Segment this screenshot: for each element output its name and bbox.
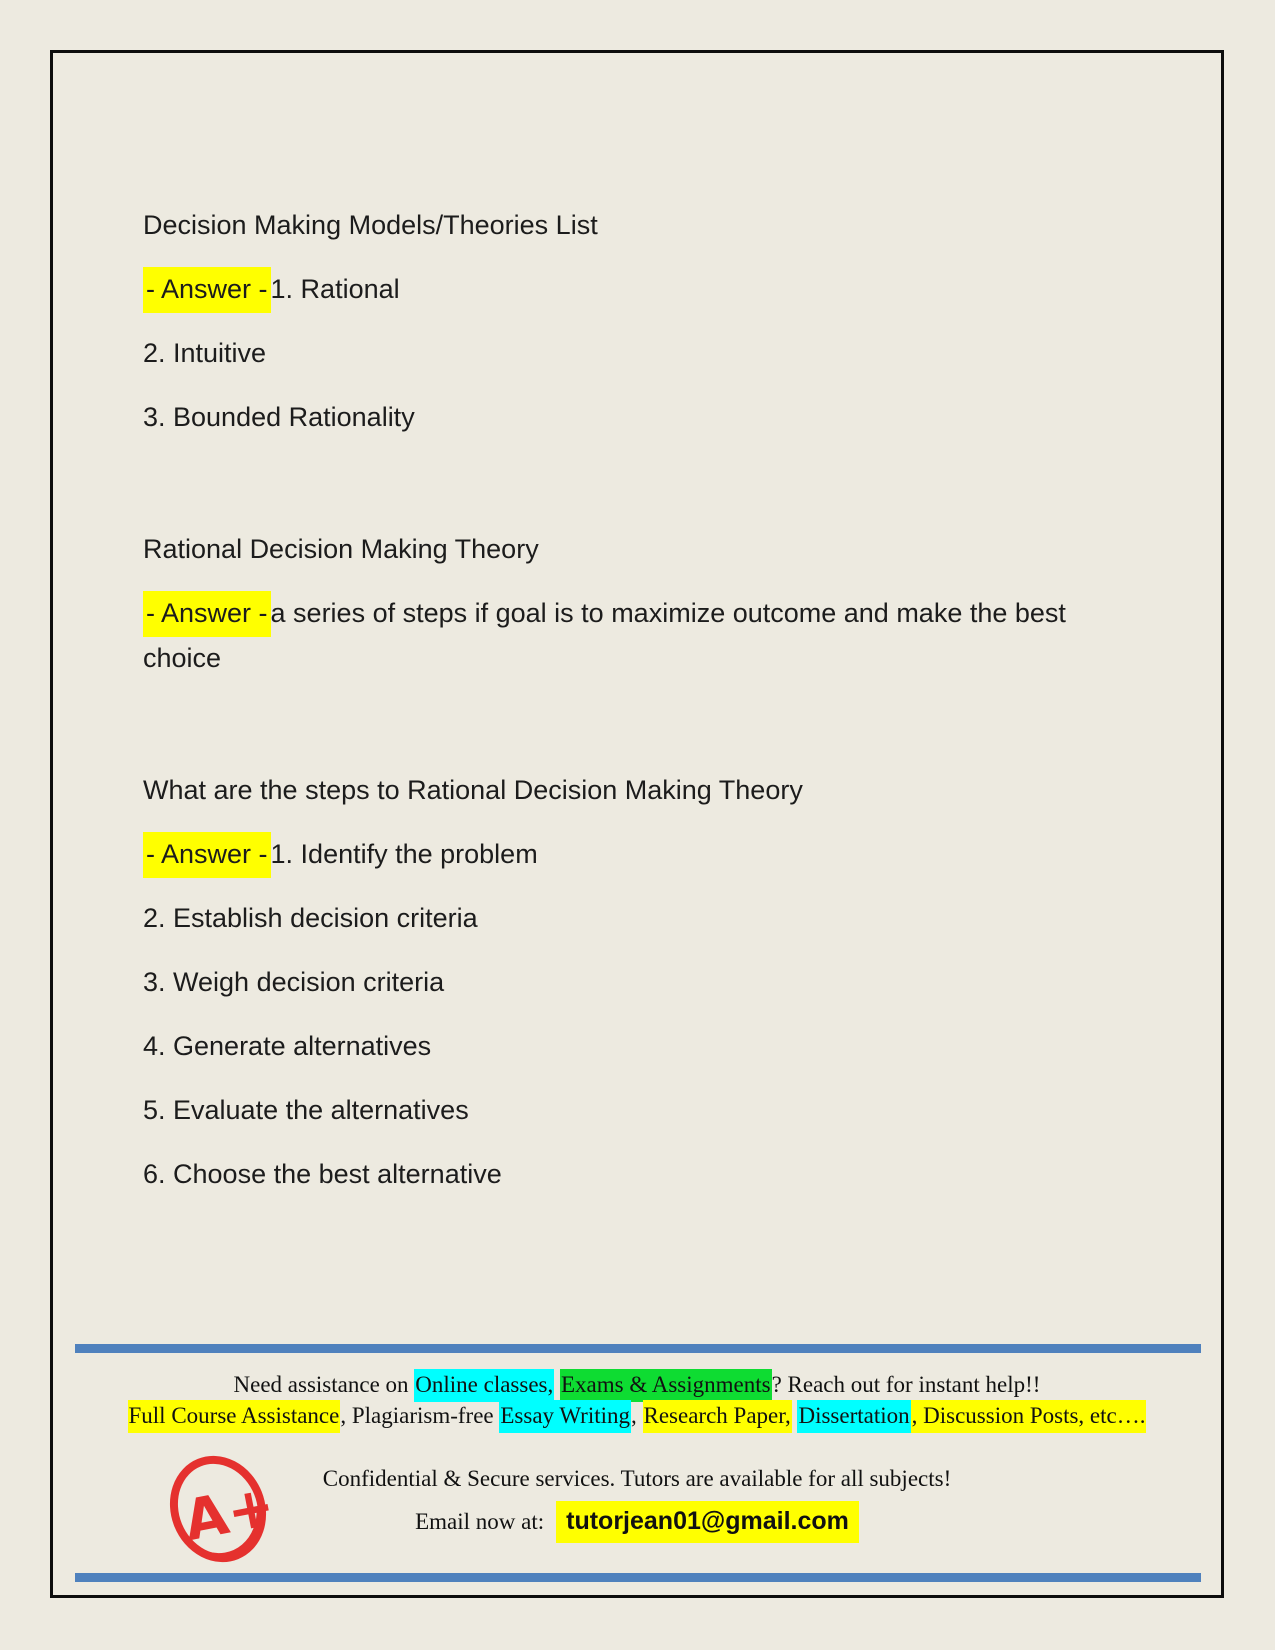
qa-content xyxy=(143,203,1103,1216)
email-address: tutorjean01@gmail.com xyxy=(556,1501,859,1543)
ad-segment: , Plagiarism-free xyxy=(340,1403,500,1428)
question-text: What are the steps to Rational Decision Making Theory xyxy=(143,775,803,805)
ad-segment: , xyxy=(631,1403,643,1428)
section-gap xyxy=(143,459,1103,527)
footer-ad-line2 xyxy=(53,1401,1221,1431)
ad-segment-highlighted: Online classes, xyxy=(414,1369,554,1402)
document-frame xyxy=(50,50,1224,1598)
answer-text: 1. Rational xyxy=(270,274,400,304)
list-item: 3. Bounded Rationality xyxy=(143,402,415,432)
blue-divider-top xyxy=(75,1344,1201,1353)
answer-line xyxy=(143,591,1103,681)
ad-segment-highlighted: Full Course Assistance xyxy=(128,1400,341,1433)
footer-ad-line1 xyxy=(53,1370,1221,1400)
list-item: 5. Evaluate the alternatives xyxy=(143,1095,469,1125)
blue-divider-bottom xyxy=(75,1573,1201,1582)
list-item: 6. Choose the best alternative xyxy=(143,1159,502,1189)
footer-ad xyxy=(53,1344,1221,1595)
answer-label: - Answer - xyxy=(143,591,271,637)
ad-segment: ? Reach out for instant help!! xyxy=(771,1372,1041,1397)
logo-text: A+ xyxy=(178,1473,280,1555)
footer-email-line xyxy=(53,1504,1221,1539)
question-text: Rational Decision Making Theory xyxy=(143,534,539,564)
ad-segment-highlighted: Essay Writing xyxy=(499,1400,631,1433)
question-text: Decision Making Models/Theories List xyxy=(143,210,598,240)
answer-line xyxy=(143,832,1103,877)
email-label: Email now at: xyxy=(415,1509,545,1534)
answer-line xyxy=(143,267,1103,312)
list-item: 4. Generate alternatives xyxy=(143,1031,432,1061)
list-item: 2. Intuitive xyxy=(143,338,267,368)
ad-segment-highlighted: Exams & Assignments xyxy=(560,1369,772,1402)
ad-segment-highlighted: Research Paper, xyxy=(643,1400,792,1433)
ad-segment: Need assistance on xyxy=(233,1372,415,1397)
answer-text: 1. Identify the problem xyxy=(270,839,538,869)
ad-segment-highlighted: , Discussion Posts, etc…. xyxy=(911,1400,1147,1433)
answer-label: - Answer - xyxy=(143,267,271,313)
footer-secure-line: Confidential & Secure services. Tutors are available for all subjects! xyxy=(322,1466,952,1491)
answer-text: a series of steps if goal is to maximize outcome and make the best choice xyxy=(143,598,1066,673)
section-gap xyxy=(143,700,1103,768)
answer-label: - Answer - xyxy=(143,832,271,878)
list-item: 2. Establish decision criteria xyxy=(143,903,478,933)
list-item: 3. Weigh decision criteria xyxy=(143,967,445,997)
ad-segment-highlighted: Dissertation xyxy=(797,1400,910,1433)
